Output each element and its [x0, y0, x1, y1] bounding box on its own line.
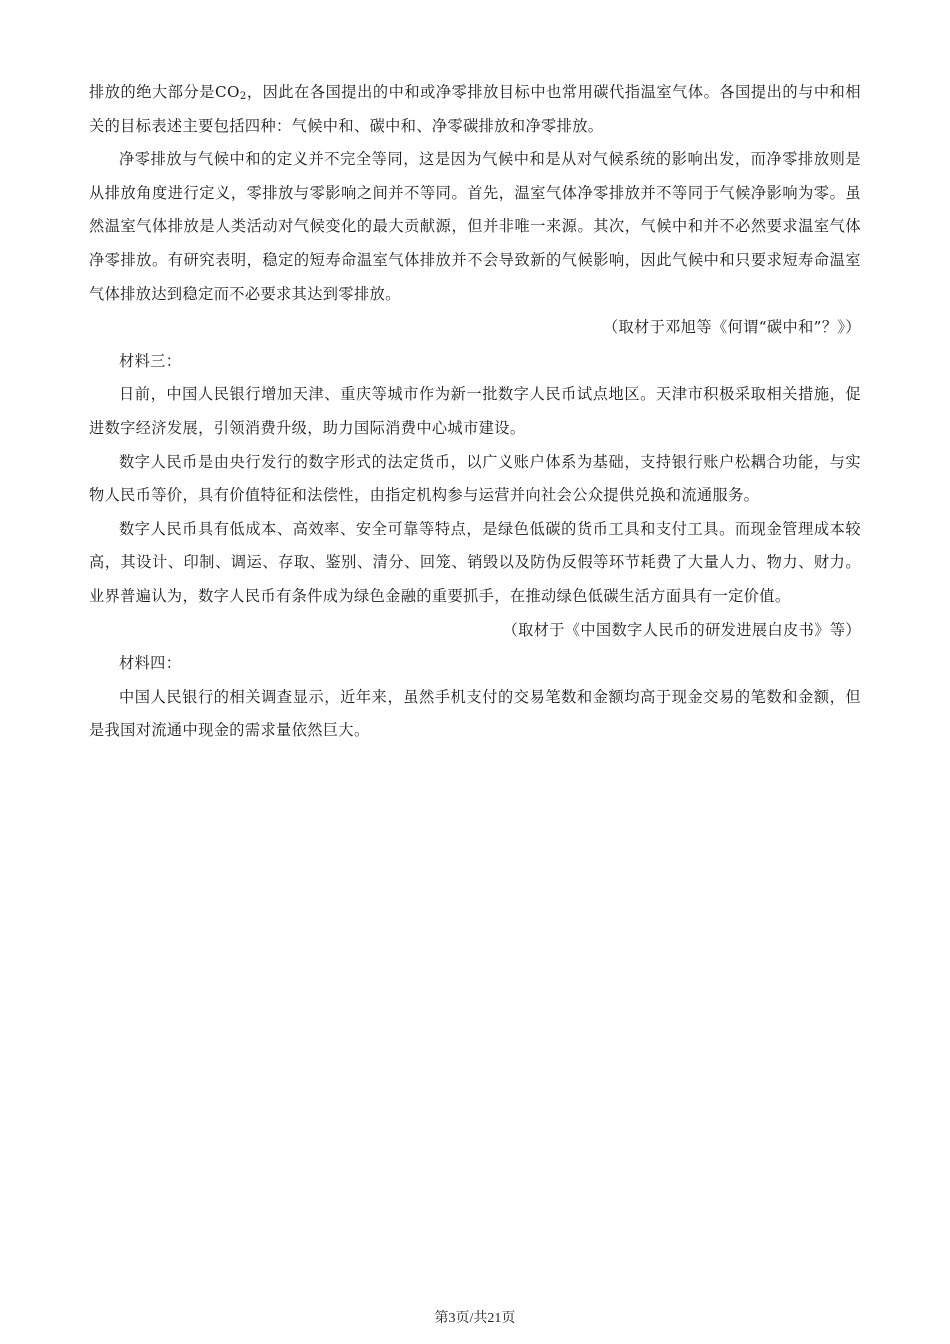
subscript-2: 2 [239, 91, 247, 102]
document-body [89, 76, 861, 748]
paragraph-text-end: ，因此在各国提出的中和或净零排放目标中也常用碳代指温室气体。各国提出的与中和相关的目标表述主要包括四种：气候中和、碳中和、净零碳排放和净零排放。 [89, 83, 861, 135]
paragraph-digital-rmb-definition: 数字人民币是由央行发行的数字形式的法定货币，以广义账户体系为基础，支持银行账户松耦合功能，与实物人民币等价，具有价值特征和法偿性，由指定机构参与运营并向社会公众提供兑换和流通服务。 [89, 452, 861, 505]
material-4-heading: 材料四： [119, 654, 182, 673]
paragraph-cash-demand: 中国人民银行的相关调查显示，近年来，虽然手机支付的交易笔数和金额均高于现金交易的笔数和金额，但是我国对流通中现金的需求量依然巨大。 [89, 687, 861, 740]
paragraph-text-start: 排放的绝大部分是CO [89, 83, 240, 101]
material-3-heading: 材料三： [119, 351, 182, 370]
page-number-footer: 第3页/共21页 [434, 1311, 516, 1326]
paragraph-carbon-emission [89, 76, 861, 143]
source-citation-material-3: （取材于《中国数字人民币的研发进展白皮书》等） [502, 620, 861, 639]
paragraph-net-zero-definition: 净零排放与气候中和的定义并不完全等同，这是因为气候中和是从对气候系统的影响出发，而净零排放则是从排放角度进行定义，零排放与零影响之间并不等同。首先，温室气体净零排放并不等同于气候净影响为零。虽然温室气体排放是人类活动对气候变化的最大贡献源，但并非唯一来源。其次，气候中和并不必然要求温室气体净零排放。有研究表明，稳定的短寿命温室气体排放并不会导致新的气候影响，因此气候中和只要求短寿命温室气体排放达到稳定而不必要求其达到零排放。 [89, 150, 861, 303]
source-citation-material-2: （取材于邓旭等《何谓“碳中和”？》） [602, 318, 861, 337]
paragraph-pilot-cities: 日前，中国人民银行增加天津、重庆等城市作为新一批数字人民币试点地区。天津市积极采取相关措施，促进数字经济发展，引领消费升级，助力国际消费中心城市建设。 [89, 385, 861, 437]
paragraph-digital-rmb-features: 数字人民币具有低成本、高效率、安全可靠等特点，是绿色低碳的货币工具和支付工具。而现金管理成本较高，其设计、印制、调运、存取、鉴别、清分、回笼、销毁以及防伪反假等环节耗费了大量人力、物力、财力。业界普遍认为，数字人民币有条件成为绿色金融的重要抓手，在推动绿色低碳生活方面具有一定价值。 [89, 519, 861, 605]
